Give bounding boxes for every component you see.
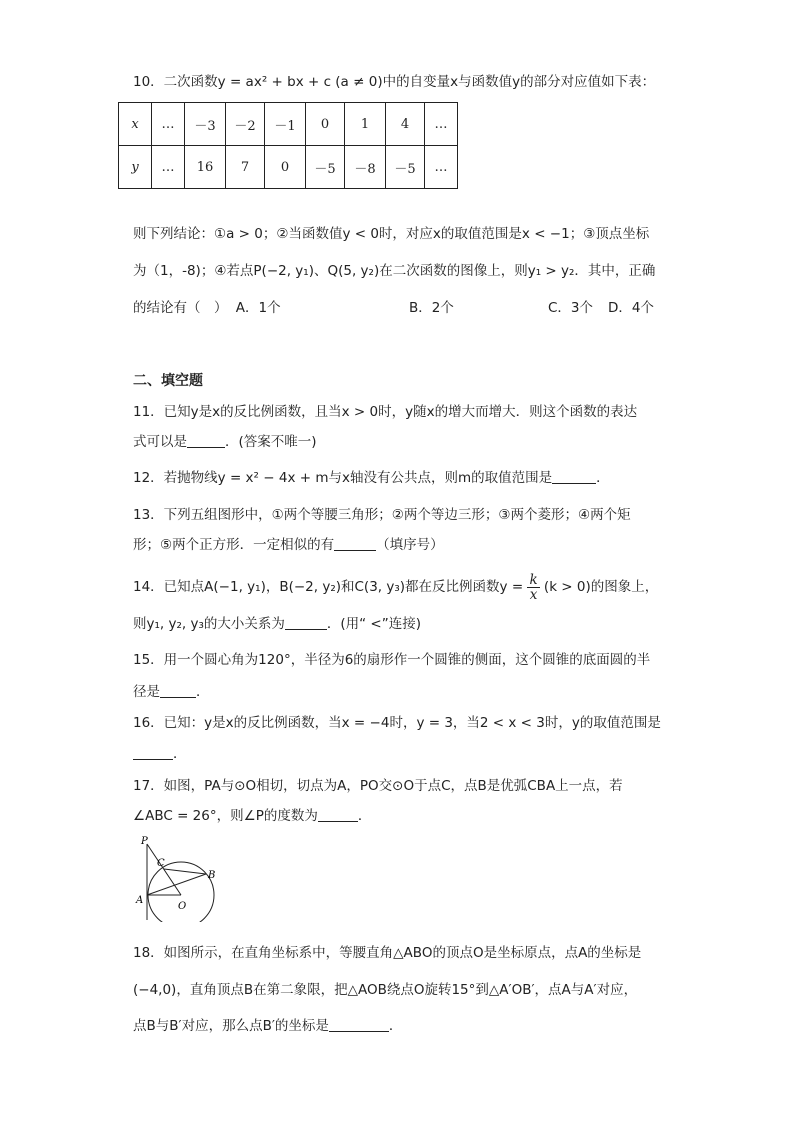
q18-line3: [133, 1016, 402, 1036]
q15-end: ．: [196, 684, 210, 700]
table-cell: 0: [306, 103, 345, 146]
q13-line2: [133, 535, 444, 555]
q10-stem: 10．二次函数y = ax² + bx + c (a ≠ 0)中的自变量x与函数值y的部分对应值如下表：: [133, 74, 656, 90]
table-cell: …: [425, 103, 458, 146]
q14-line1: [133, 572, 658, 602]
table-cell: …: [152, 146, 185, 189]
fraction-numerator: k: [529, 571, 538, 588]
q10-conclusions-line1: 则下列结论：①a > 0；②当函数值y < 0时，对应x的取值范围是x < −1；③顶点坐标: [133, 226, 650, 242]
label-a: A: [136, 895, 144, 906]
label-o: O: [178, 901, 187, 912]
q10-conclusions-line2: 为（1，-8)；④若点P(−2, y₁)、Q(5, y₂)在二次函数的图像上，则y₁ > y₂．其中，正确: [133, 263, 656, 279]
answer-blank[interactable]: [329, 1017, 389, 1032]
q14-text-c: 则y₁, y₂, y₃的大小关系为: [133, 616, 285, 632]
table-cell: x: [119, 103, 152, 146]
table-cell: －1: [265, 103, 306, 146]
q17-line1: 17．如图，PA与⊙O相切，切点为A，PO交⊙O于点C，点B是优弧CBA上一点，若: [133, 778, 623, 794]
option-c[interactable]: C．3个: [548, 300, 594, 316]
q15-text: 径是: [133, 684, 160, 700]
section-title: 二、填空题: [133, 373, 203, 389]
table-row-x: [119, 103, 458, 146]
q17-text: ∠ABC = 26°，则∠P的度数为: [133, 808, 318, 824]
answer-blank[interactable]: [187, 433, 225, 448]
q16-line1: 16．已知：y是x的反比例函数，当x = −4时，y = 3，当2 < x < 3时，y的取值范围是: [133, 715, 661, 731]
table-cell: …: [425, 146, 458, 189]
q18-end: ．: [388, 1018, 403, 1034]
table-cell: …: [152, 103, 185, 146]
q10-question-prompt: 的结论有（ ）: [133, 300, 228, 316]
q13-line1: 13．下列五组图形中，①两个等腰三角形；②两个等边三形；③两个菱形；④两个矩: [133, 507, 631, 523]
q16-line2: [133, 744, 187, 764]
q14-note: ．(用“ <”连接): [326, 616, 421, 632]
answer-blank[interactable]: [285, 615, 327, 630]
answer-blank[interactable]: [133, 745, 173, 760]
table-cell: －5: [306, 146, 345, 189]
table-cell: 0: [265, 146, 306, 189]
q16-end: ．: [173, 746, 187, 762]
q12-end: ．: [596, 470, 610, 486]
q17-end: ．: [357, 808, 372, 824]
table-cell: －5: [386, 146, 425, 189]
fraction-k-over-x: [527, 573, 539, 602]
q18-line2: (−4,0)，直角顶点B在第二象限，把△AOB绕点O旋转15°到△A′OB′，点A与A′对应，: [133, 982, 638, 998]
q11-text: 式可以是: [133, 434, 187, 450]
label-p: P: [141, 836, 148, 847]
answer-blank[interactable]: [552, 469, 596, 484]
q13-text: 形；⑤两个正方形．一定相似的有: [133, 537, 335, 553]
table-cell: 16: [185, 146, 226, 189]
q15-line1: 15．用一个圆心角为120°，半径为6的扇形作一个圆锥的侧面，这个圆锥的底面圆的半: [133, 652, 651, 668]
q10-options-line: [133, 298, 663, 318]
table-cell: y: [119, 146, 152, 189]
table-cell: 4: [386, 103, 425, 146]
q11-line1: 11．已知y是x的反比例函数，且当x > 0时，y随x的增大而增大．则这个函数的表达: [133, 404, 638, 420]
table-cell: －8: [345, 146, 386, 189]
answer-blank[interactable]: [160, 683, 196, 698]
option-b[interactable]: B．2个: [409, 300, 454, 316]
tangent-circle-figure: [133, 832, 233, 922]
q18-text: 点B与B′对应，那么点B′的坐标是: [133, 1018, 329, 1034]
q14-text-b: (k > 0)的图象上，: [543, 579, 659, 595]
q11-note: ．(答案不唯一): [225, 434, 317, 450]
chord-ab: [147, 874, 206, 895]
answer-blank[interactable]: [334, 536, 376, 551]
q14-line2: [133, 614, 421, 634]
fraction-denominator: x: [529, 586, 538, 603]
table-cell: －3: [185, 103, 226, 146]
table-row-y: [119, 146, 458, 189]
table-cell: 7: [226, 146, 265, 189]
value-table: [118, 102, 458, 189]
q18-line1: 18．如图所示，在直角坐标系中，等腰直角△ABO的顶点O是坐标原点，点A的坐标是: [133, 945, 642, 961]
label-c: C: [157, 858, 165, 869]
q15-line2: [133, 682, 210, 702]
q17-line2: [133, 806, 371, 826]
q14-text-a: 14．已知点A(−1, y₁)，B(−2, y₂)和C(3, y₃)都在反比例函数y =: [133, 579, 524, 595]
q11-line2: [133, 432, 317, 452]
table-cell: 1: [345, 103, 386, 146]
chord-cb: [164, 869, 206, 874]
option-a[interactable]: A．1个: [235, 300, 281, 316]
q12-text: 12．若抛物线y = x² − 4x + m与x轴没有公共点，则m的取值范围是: [133, 470, 553, 486]
option-d[interactable]: D．4个: [608, 300, 654, 316]
q12-line: [133, 468, 610, 488]
q13-note: （填序号）: [376, 537, 444, 553]
table-cell: －2: [226, 103, 265, 146]
label-b: B: [208, 870, 216, 881]
answer-blank[interactable]: [318, 807, 358, 822]
